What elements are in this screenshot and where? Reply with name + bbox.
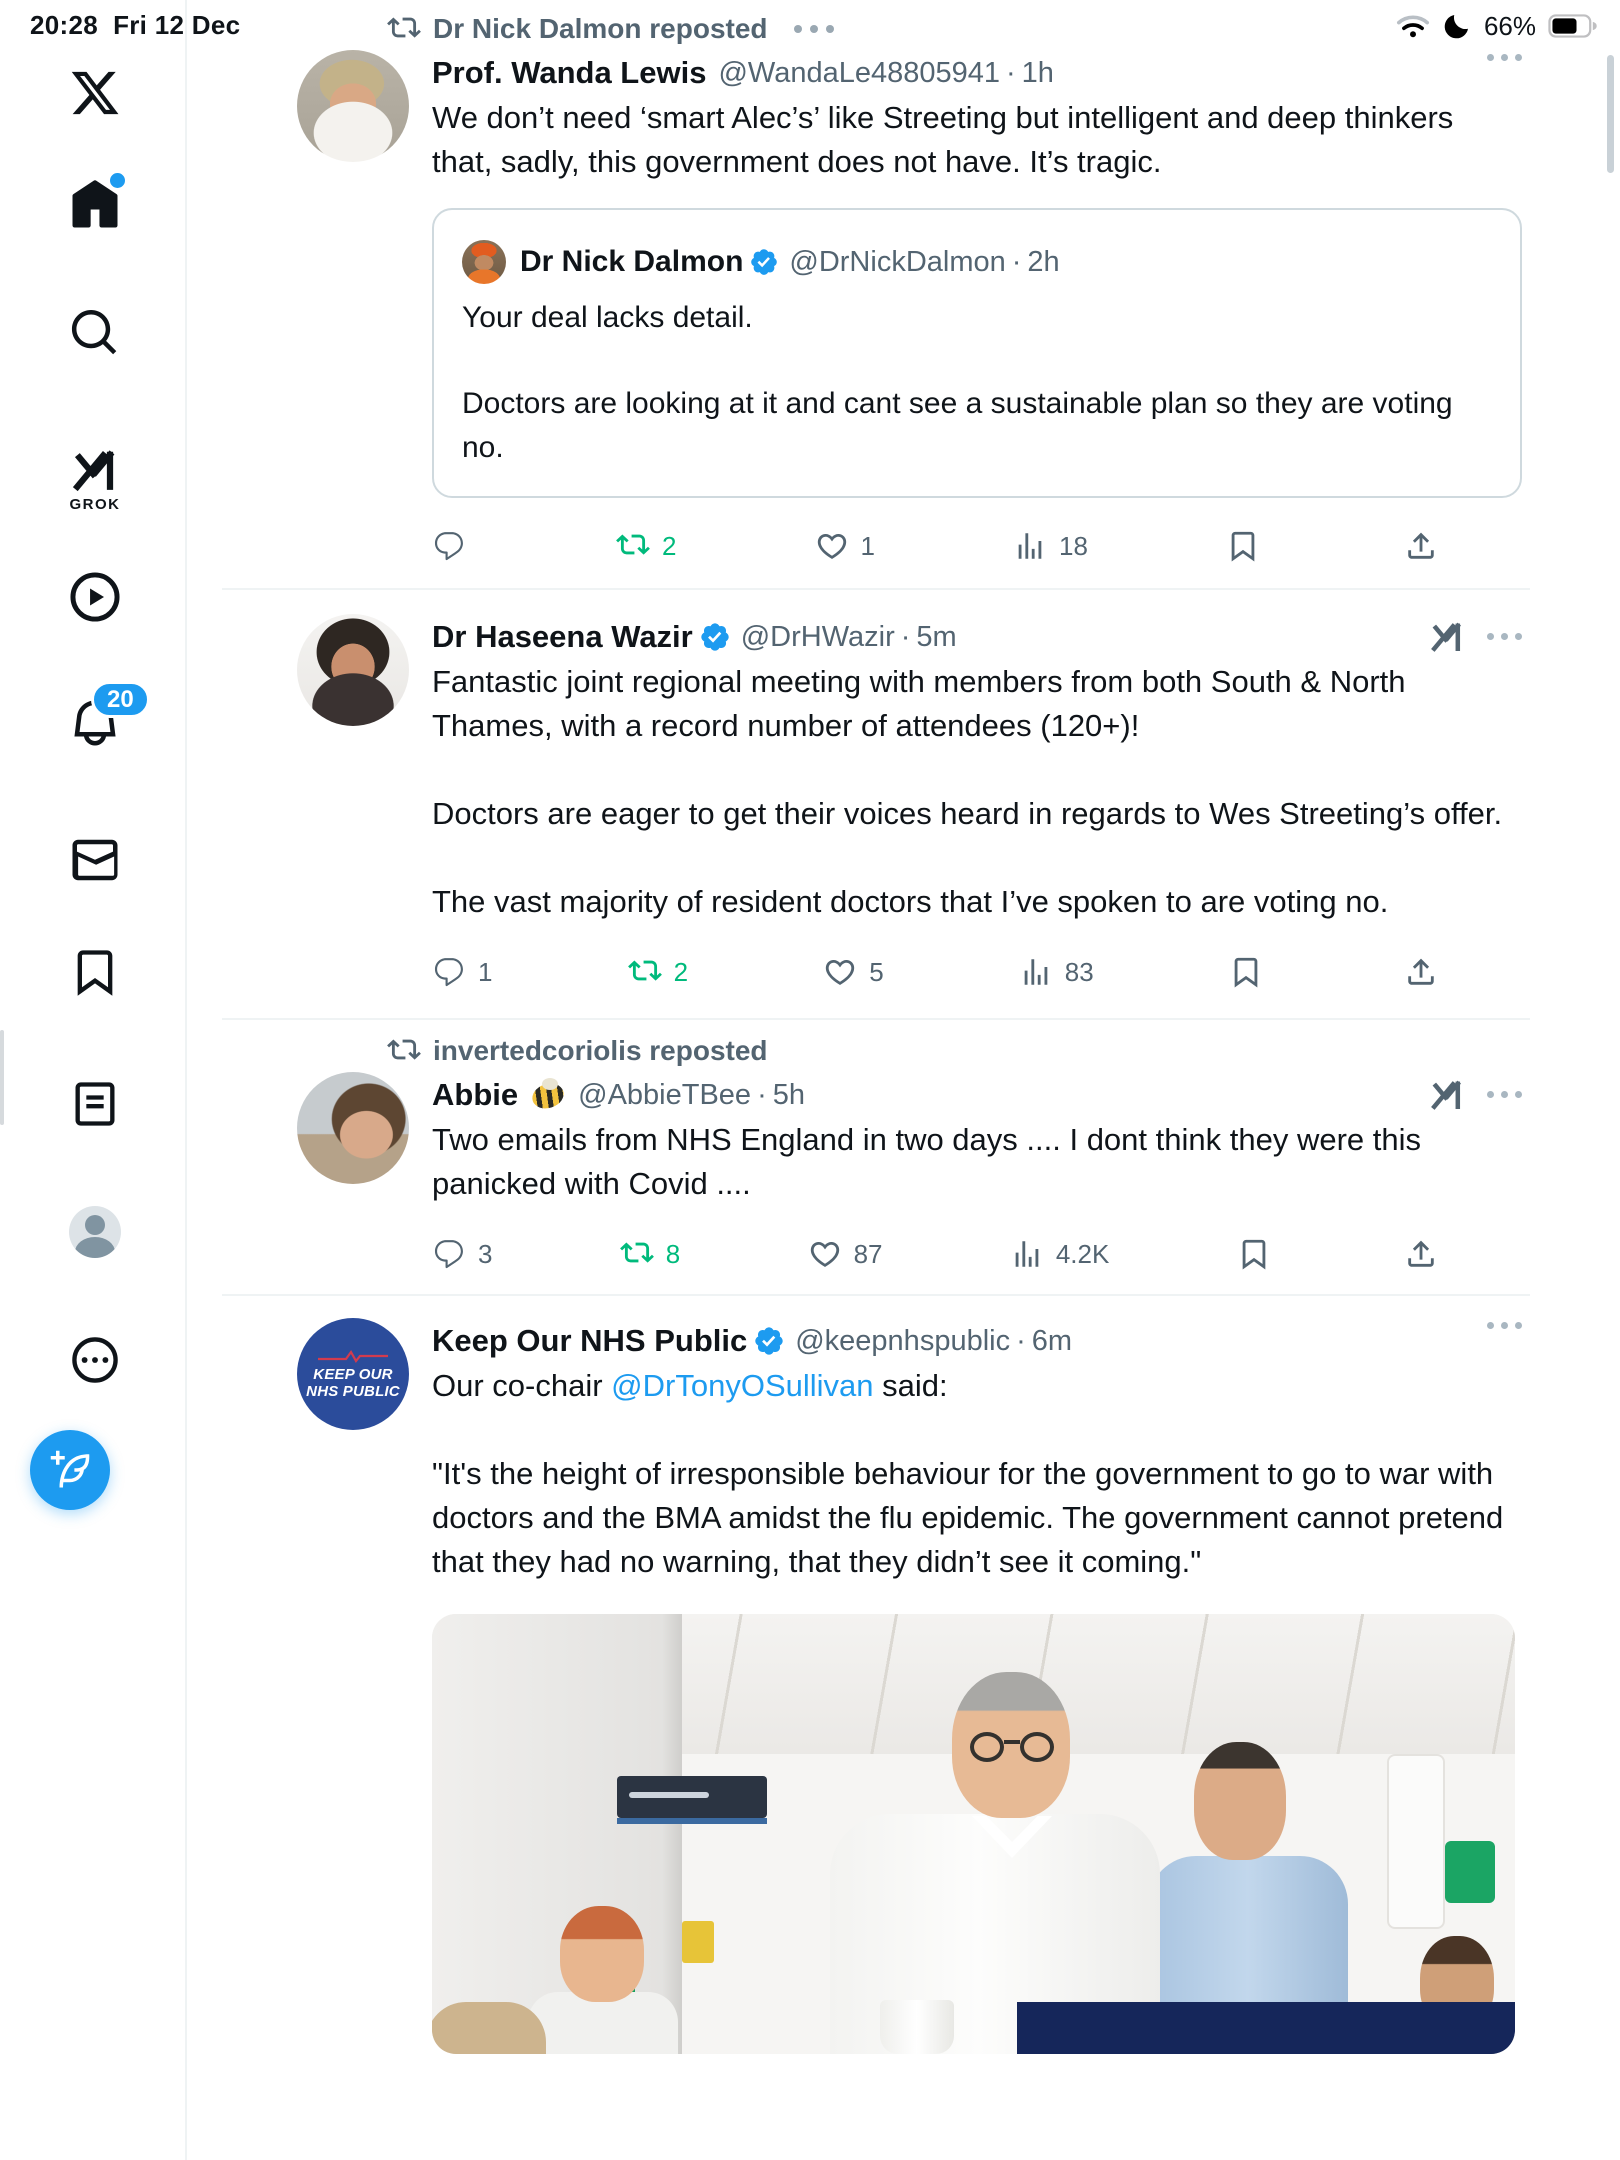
- status-bar: [0, 8, 1620, 48]
- heart-icon: [815, 529, 849, 563]
- tweet-more-icon[interactable]: [1487, 633, 1522, 640]
- views-button[interactable]: 4.2K: [1010, 1237, 1110, 1271]
- repost-icon: [616, 529, 650, 563]
- like-button[interactable]: 5: [823, 955, 883, 989]
- repost-button[interactable]: 2: [628, 955, 688, 989]
- reply-icon: [432, 1237, 466, 1271]
- tweet-photo[interactable]: [432, 1614, 1515, 2054]
- timestamp: 6m: [1031, 1324, 1073, 1357]
- repost-button[interactable]: 2: [616, 529, 676, 563]
- tweet-actions: [432, 1228, 1444, 1280]
- display-name[interactable]: Keep Our NHS Public: [432, 1323, 748, 1358]
- tweet-actions: [432, 520, 1444, 572]
- sidebar-item-notifications[interactable]: [67, 685, 134, 751]
- wifi-icon: [1396, 13, 1430, 39]
- edge-swipe-indicator[interactable]: [0, 1030, 4, 1125]
- verified-badge-icon: [753, 1325, 785, 1357]
- heartbeat-line-icon: [316, 1348, 390, 1364]
- repost-context-label: Dr Nick Dalmon reposted: [433, 13, 768, 44]
- envelope-icon: [68, 833, 122, 887]
- share-button[interactable]: [1404, 1237, 1444, 1271]
- reply-button[interactable]: 3: [432, 1237, 492, 1271]
- bookmark-icon: [69, 946, 121, 998]
- tweet-text: Two emails from NHS England in two days .... I dont think they were this panicked with Covid ....: [432, 1122, 1421, 1201]
- quoted-avatar: [462, 240, 506, 284]
- profile-avatar-icon: [69, 1206, 121, 1258]
- photo-first-aid-box: [1445, 1841, 1495, 1903]
- reply-icon: [432, 955, 466, 989]
- reply-icon: [432, 529, 466, 563]
- quoted-display-name: Dr Nick Dalmon: [520, 245, 744, 278]
- avatar-text-line2: NHS PUBLIC: [306, 1383, 400, 1400]
- status-time: 20:28: [30, 10, 98, 40]
- timeline-feed: [187, 0, 1620, 2054]
- bee-emoji: [528, 1078, 568, 1112]
- heart-icon: [808, 1237, 842, 1271]
- timestamp: 1h: [1021, 56, 1054, 89]
- grok-actions-icon[interactable]: [1429, 1076, 1465, 1112]
- like-button[interactable]: 87: [808, 1237, 883, 1271]
- tweet-abbie[interactable]: invertedcoriolis reposted Abbie @AbbieTBee · 5h Two emails from NHS England in two days .... I dont think they were this panicked with Covid .... 3 8 87 4.2K: [187, 1020, 1620, 1294]
- photo-left-wall: [432, 1614, 682, 2054]
- photo-door: [1387, 1754, 1445, 1929]
- photo-yellow-sign: [682, 1921, 714, 1963]
- avatar[interactable]: [297, 50, 409, 162]
- display-name[interactable]: Abbie: [432, 1077, 519, 1112]
- like-button[interactable]: 1: [815, 529, 875, 563]
- avatar[interactable]: [297, 1072, 409, 1184]
- separator-dot: ·: [1006, 56, 1016, 89]
- sidebar-item-grok[interactable]: [67, 436, 123, 520]
- quoted-timestamp: 2h: [1027, 245, 1060, 278]
- share-icon: [1404, 955, 1438, 989]
- repost-context-label: invertedcoriolis reposted: [433, 1035, 768, 1066]
- analytics-icon: [1010, 1237, 1044, 1271]
- grok-label: GROK: [69, 495, 121, 513]
- tweet-more-icon[interactable]: [1487, 1091, 1522, 1098]
- tweet-more-icon[interactable]: [1487, 54, 1522, 61]
- mention-link[interactable]: @DrTonyOSullivan: [611, 1368, 874, 1403]
- battery-icon: [1548, 13, 1598, 39]
- sidebar-item-profile[interactable]: [67, 1204, 123, 1260]
- compose-button[interactable]: [30, 1430, 110, 1510]
- repost-button[interactable]: 8: [620, 1237, 680, 1271]
- heart-icon: [823, 955, 857, 989]
- sidebar-item-video[interactable]: [67, 569, 123, 625]
- x-logo-icon: [69, 67, 121, 119]
- avatar[interactable]: [297, 1318, 409, 1430]
- share-icon: [1404, 1237, 1438, 1271]
- reply-button[interactable]: [432, 529, 478, 563]
- sidebar: [0, 0, 185, 2160]
- repost-context[interactable]: [187, 1030, 1620, 1072]
- tweet-text: We don’t need ‘smart Alec’s’ like Streeting but intelligent and deep thinkers that, sadly, this government does not have. It’s tragic.: [432, 100, 1454, 179]
- avatar-text-line1: KEEP OUR: [313, 1366, 393, 1383]
- tweet-actions: [432, 946, 1444, 998]
- repost-icon: [628, 955, 662, 989]
- sidebar-item-more[interactable]: [67, 1332, 123, 1388]
- sidebar-item-bookmarks[interactable]: [67, 944, 123, 1000]
- play-video-icon: [68, 570, 122, 624]
- repost-icon: [387, 1034, 421, 1068]
- tweet-keep-our-nhs-public[interactable]: KEEP OUR NHS PUBLIC Keep Our NHS Public @keepnhspublic · 6m Our co-chair @DrTonyOSullivan said: "It's the height of irresponsible behaviour for the government to go to war with doctors and the BMA amidst the flu epidemic. The government cannot pretend that they had no warning, that they didn’t see it coming.": [187, 1296, 1620, 2054]
- photo-glasses: [970, 1732, 1054, 1762]
- user-handle[interactable]: @WandaLe48805941: [718, 56, 1000, 89]
- repost-icon: [620, 1237, 654, 1271]
- more-circle-icon: [69, 1334, 121, 1386]
- photo-person-seated-left-head: [560, 1906, 644, 2002]
- tweet-text: Our co-chair @DrTonyOSullivan said: "It's the height of irresponsible behaviour for the government to go to war with doctors and the BMA amidst the flu epidemic. The government cannot pretend that they had no warning, that they didn’t see it coming.": [432, 1368, 1504, 1579]
- notifications-badge: 20: [91, 681, 150, 718]
- photo-wes-streeting-head: [1194, 1742, 1286, 1860]
- display-name[interactable]: Dr Haseena Wazir: [432, 619, 693, 654]
- display-name[interactable]: Prof. Wanda Lewis: [432, 55, 707, 90]
- user-handle[interactable]: @keepnhspublic: [795, 1324, 1011, 1357]
- analytics-icon: [1013, 529, 1047, 563]
- verified-badge-icon: [749, 247, 779, 277]
- grok-icon: [70, 444, 120, 494]
- tweet-prof-wanda-lewis[interactable]: [187, 0, 1620, 588]
- tweet-text: Fantastic joint regional meeting with members from both South & North Thames, with a record number of attendees (120+)! Doctors are eager to get their voices heard in regards to Wes Streeting’s offer. The vast majority of resident doctors that I’ve spoken to are voting no.: [432, 664, 1503, 919]
- bookmark-icon: [1237, 1237, 1271, 1271]
- quoted-tweet[interactable]: Dr Nick Dalmon @DrNickDalmon · 2h Your deal lacks detail. Doctors are looking at it and cant see a sustainable plan so they are voting no.: [432, 208, 1522, 498]
- sidebar-item-home[interactable]: [67, 177, 123, 233]
- share-button[interactable]: [1404, 529, 1444, 563]
- photo-caption-banner: [1017, 2002, 1515, 2054]
- user-handle[interactable]: @DrHWazir: [740, 620, 895, 653]
- views-button[interactable]: 83: [1019, 955, 1094, 989]
- photo-person-bottom-left: [432, 2002, 546, 2054]
- home-new-posts-indicator: [110, 173, 125, 188]
- grok-actions-icon[interactable]: [1429, 618, 1465, 654]
- status-date: Fri 12 Dec: [113, 10, 241, 40]
- do-not-disturb-moon-icon: [1442, 11, 1472, 41]
- tweet-more-icon[interactable]: [1487, 1322, 1522, 1329]
- bookmark-icon: [1229, 955, 1263, 989]
- user-handle[interactable]: @AbbieTBee: [578, 1078, 752, 1111]
- share-icon: [1404, 529, 1438, 563]
- sidebar-item-messages[interactable]: [67, 832, 123, 888]
- scrollbar[interactable]: [1607, 55, 1614, 173]
- timestamp: 5h: [772, 1078, 805, 1111]
- analytics-icon: [1019, 955, 1053, 989]
- compose-quill-icon: [49, 1449, 91, 1491]
- avatar[interactable]: [297, 614, 409, 726]
- share-button[interactable]: [1404, 955, 1444, 989]
- sidebar-item-lists[interactable]: [67, 1076, 123, 1132]
- bookmark-icon: [1226, 529, 1260, 563]
- verified-badge-icon: [699, 621, 731, 653]
- photo-wall-sign: [617, 1776, 767, 1818]
- search-icon: [68, 306, 122, 360]
- sidebar-item-search[interactable]: [67, 305, 123, 361]
- reply-button[interactable]: 1: [432, 955, 492, 989]
- quoted-text: Your deal lacks detail. Doctors are looking at it and cant see a sustainable plan so they are voting no.: [462, 301, 1453, 464]
- sidebar-item-x-home-logo[interactable]: [67, 65, 123, 121]
- lists-icon: [69, 1078, 121, 1130]
- battery-percent: 66%: [1483, 10, 1536, 41]
- bookmark-button[interactable]: [1237, 1237, 1277, 1271]
- clock-and-date: [30, 10, 240, 41]
- bookmark-button[interactable]: [1226, 529, 1266, 563]
- bookmark-button[interactable]: [1229, 955, 1269, 989]
- timestamp: 5m: [916, 620, 957, 653]
- tweet-dr-haseena-wazir[interactable]: Dr Haseena Wazir @DrHWazir · 5m Fantastic joint regional meeting with members from both South & North Thames, with a record number of attendees (120+)! Doctors are eager to get their voices heard in regards to Wes Streeting’s offer. The vast majority of resident doctors that I’ve spoken to are voting no. 1 2 5 83: [187, 590, 1620, 1018]
- quoted-handle: @DrNickDalmon: [789, 245, 1006, 278]
- photo-cup: [880, 2000, 954, 2054]
- views-button[interactable]: 18: [1013, 529, 1088, 563]
